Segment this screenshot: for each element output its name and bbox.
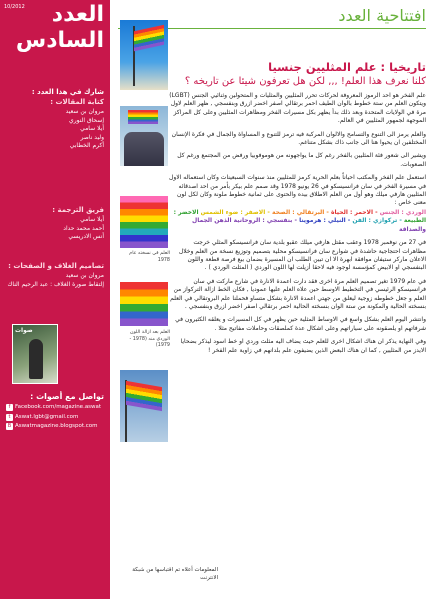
translator-name: أيلا سامي <box>80 216 104 223</box>
writers-heading: كتابة المقالات : <box>50 98 104 106</box>
facebook-icon: f <box>6 404 13 411</box>
color-meaning: الوردي : الجنس <box>379 208 426 216</box>
color-meanings <box>168 209 426 234</box>
writer-name: أيلا سامي <box>80 125 104 132</box>
caption-1978: العلم في نسخته عام 1978 <box>129 251 170 263</box>
issue-date: 10/2012 <box>4 4 25 10</box>
social-blog[interactable] <box>6 422 104 432</box>
issue-title <box>4 2 104 54</box>
article-paragraph: في عام 1979 تغير تصميم العلم مرة اخرى فقد دارت اعمدة الانارة في شارع ماركت في سان فرانسيسكو الرئيسي في التخطيط الاوسط حين علاه العلم عليها عموديا , فكان الخط ازالة التركواز من العلم و جعل خطوطه زوجية ليعلق من جهتي اعمدة الانارة بشكل متساو فحملنا علم البروتقالي في العلم بنسخته الحالية والمكونة من ستة الوان بنسخته الحالية احمر برتقالي اصفر اخضر ازرق وبنفسجي . <box>170 277 426 310</box>
translation-heading: فريق الترجمة : <box>52 206 104 214</box>
twitter-icon: t <box>6 414 13 421</box>
contributors-heading: شارك في هذا العدد : <box>31 88 104 96</box>
color-meaning: الاخضر : الطبيعة <box>173 208 426 225</box>
article <box>168 60 426 360</box>
writer-name: أكرم الخطابي <box>69 142 104 149</box>
article-paragraph: وفي النهاية يذكر ان هناك اشكال اخرى للعلم حيث يضاف اليه مثلث وردي او خط اسود ليذكر بضحايا الايدز من المثليين , كما ان هناك البعض الذين يضيفون علم بلدانهم في زاوية علم الفخر ! <box>180 338 426 354</box>
iwo-jima-style-photo <box>120 106 168 166</box>
designer-name: مروان بن سعيد <box>65 272 104 279</box>
rainbow-flag-shape <box>126 381 162 411</box>
social-link-text[interactable]: Facebook.com/magazine.aswat <box>15 404 102 410</box>
cover-thumbnail[interactable] <box>12 324 58 384</box>
writer-name: إسحاق النوري <box>69 116 104 124</box>
design-section <box>6 262 104 289</box>
color-meaning: - تركوازي : الفن <box>352 217 402 225</box>
article-paragraph: علم الفخر هو احد الرموز المعروفة لحركات تحرر المثليين والمثليات و المتحولين وثنائيي الجنس (LGBT) ويتكون العلم من ستة خطوط بالوان الطيف احمر برتقالي اصفر اخضر ازرق وبنفسجي , ظهر العلم لاول مرة في الولايات المتحدة وبعد ذلك بدأ يظهر بكل مسيرات الفخر ومظاهرات المثليين وعلى كل المراكز الموجهة لجمهور المثليين في العالم. <box>169 92 426 125</box>
source-note: المعلومات أعلاه تم اقتباسها من شبكة الانترنت <box>132 567 218 581</box>
translator-name: أحمد محمد حداد <box>63 224 104 232</box>
follow-section <box>6 392 104 432</box>
social-facebook[interactable] <box>6 403 104 413</box>
issue-title-line2: السادس <box>15 28 104 53</box>
writer-name: مروان بن سعيد <box>65 108 104 115</box>
contributors-section <box>6 88 104 151</box>
article-paragraph: استعمل علم الفخر والمكتب احياناً بعلم الحرية كرمز للمثليين منذ سنوات السبعينات وكان استعماله الاول في مسيرة الفخر في سان فرانسيسكو في 26 يونيو 1978 وقد صمم علم بيكر بأمر من احد اصدقائه المثليين هارفي ميلك وهو أول من العلم الاطلاق بيده والحتوى على ثمانية خطوط ملونة وكان لكل لون معنى خاص : <box>169 174 426 207</box>
flag-sky-photo <box>120 370 168 442</box>
design-heading: تصاميم الغلاف و الصفحات : <box>8 262 104 270</box>
article-title: تاريخيا : علم المثليين جنسيا <box>268 60 426 74</box>
translator-name: أنس الادريسي <box>68 233 104 240</box>
color-meaning: - البرتقالي : الصحة <box>271 208 329 216</box>
article-subtitle: كلنا نعرف هذا العلم! ,,, لكن هل تعرفون شيئا عن تاريخه ؟ <box>184 76 426 87</box>
translation-section <box>6 206 104 242</box>
writer-name: وليد ناصر <box>80 133 104 141</box>
designer-name: إلتقاط صورة الغلاف : عبد الرحيم الناك <box>7 280 104 288</box>
color-meaning: - الاصفر : ضوء الشمس <box>200 208 270 216</box>
color-meaning: - بنفسجي : الروحانية الذهن الجمال والصداقة <box>191 217 426 233</box>
follow-heading: تواصل مع أصوات : <box>30 392 104 401</box>
six-stripe-flag <box>120 282 168 326</box>
social-link-text[interactable]: Aswat.lgbt@gmail.com <box>15 413 79 420</box>
issue-title-line1: العدد <box>51 2 104 27</box>
social-email[interactable] <box>6 413 104 423</box>
page-title: افتتاحية العدد <box>338 6 426 25</box>
blogger-icon: B <box>7 423 12 429</box>
eight-stripe-flag <box>120 196 168 248</box>
flag-pole-photo <box>120 20 168 90</box>
thumbnail-title: صوات <box>15 327 33 334</box>
figures-shape <box>124 132 164 166</box>
color-meaning: - الاحمر : الحياة <box>331 208 378 216</box>
color-meaning: - النيلي : هرموينا <box>299 217 351 225</box>
article-paragraph: في 27 من نوفمبر 1978 وعقب مقتل هارفي ميلك عقبو بلدية سان فرانسيسكو المثلي خرجت مظاهرات احتجاجية حاشدة في شوارع سان فرانسيسكو محلية بتصميم وتوزيع نسخة من العلم وخلال الاعلان ماركر ستيفان موافقة ابهرة الا ان تبين الطلب ان المسيرة بضمان بيع فرصة قطعة واللون البنفسجي او الابيض كمؤسسة لوجود فيه لاحقا أزيلت لها اللون الوردي ( المثلث الوردي ) . <box>178 239 426 272</box>
article-paragraph: والعلم يرمز الى التنوع والتسامح والالوان المركبة فيه ترمز للتنوع و المساواة والجمال في فكرة الإنسان المختلفين ان يحيوا هنا الى جانب ذاك بشكل متناغم. <box>171 130 426 147</box>
social-link-text[interactable]: Aswatmagazine.blogspot.com <box>15 423 98 429</box>
person-figure <box>29 339 43 379</box>
article-paragraph: ويشير الى شعور فئة المثليين بالفخر رغم كل ما يواجهونه من هوموفوبيا ورفض من المجتمع ورغم كل الصعوبات. <box>177 152 426 168</box>
caption-1979: العلم بعد ازالة اللون الوردي منه (1978 - 1979) <box>129 330 170 348</box>
rainbow-flag-shape <box>128 110 158 124</box>
article-paragraph: وانتشر اليوم العلم بشكل واسع في الاوساط المثلية حين يظهر في كل المسيرات و يعلقه الكثيرون في شرفاتهم او يلصقونه على سياراتهم وعلى اشكال عدة كملصقات وحاملات مفاتيح مثلا . <box>175 316 426 332</box>
rainbow-flag-shape <box>134 25 164 51</box>
sidebar <box>0 0 110 599</box>
